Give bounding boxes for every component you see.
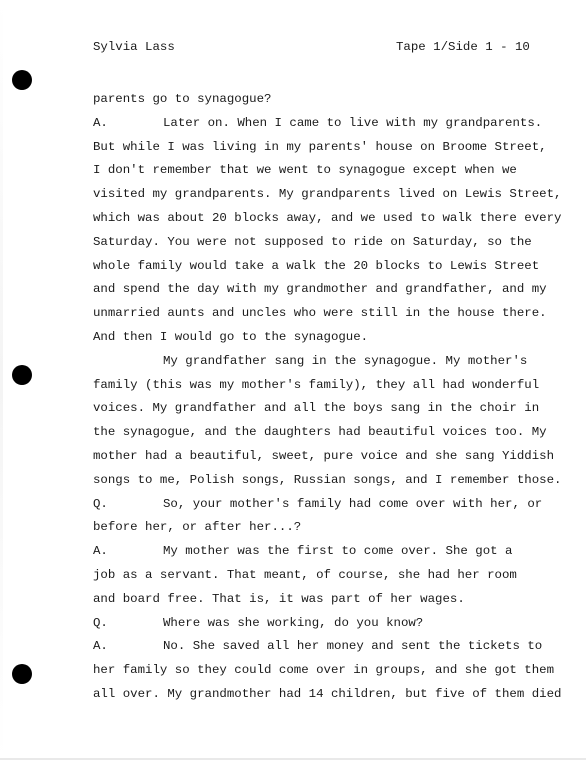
line-text: Later on. When I came to live with my grandparents. <box>163 115 543 130</box>
transcript-line <box>93 421 553 445</box>
transcript-line <box>93 469 562 493</box>
transcript-line <box>93 255 553 279</box>
transcript-line <box>93 516 553 540</box>
line-text: before her, or after her...? <box>93 520 302 535</box>
transcript-line <box>93 278 553 302</box>
line-text: parents go to synagogue? <box>93 92 272 106</box>
speaker-label: Q. <box>93 615 108 630</box>
transcript-body <box>93 88 562 707</box>
transcript-line <box>93 564 553 588</box>
line-text: job as a servant. That meant, of course, she had her room <box>93 567 517 582</box>
line-text: songs to me, Polish songs, Russian songs, and I remember those. <box>93 472 562 487</box>
line-text: mother had a beautiful, sweet, pure voice and she sang Yiddish <box>93 448 555 463</box>
transcript-line <box>93 159 553 183</box>
line-text: her family so they could come over in groups, and she got them <box>93 663 555 678</box>
line-text: the synagogue, and the daughters had beautiful voices too. My <box>93 425 547 440</box>
line-text: all over. My grandmother had 14 children, but five of them died <box>93 686 562 701</box>
line-text: And then I would go to the synagogue. <box>93 329 369 344</box>
line-text: and board free. That is, it was part of her wages. <box>93 591 465 606</box>
line-text: family (this was my mother's family), they all had wonderful <box>93 377 540 392</box>
line-text: But while I was living in my parents' house on Broome Street, <box>93 139 547 154</box>
punch-hole-middle <box>12 365 32 385</box>
line-text: So, your mother's family had come over with her, or <box>163 496 543 511</box>
line-text: visited my grandparents. My grandparents lived on Lewis Street, <box>93 187 562 202</box>
line-text: Saturday. You were not supposed to ride on Saturday, so the <box>93 234 532 249</box>
scan-edge-shadow <box>0 0 3 760</box>
line-text: Where was she working, do you know? <box>163 615 424 630</box>
transcript-line <box>93 374 553 398</box>
transcript-line <box>93 207 562 231</box>
transcript-line <box>93 588 553 612</box>
line-text: whole family would take a walk the 20 blocks to Lewis Street <box>93 258 540 273</box>
line-text: No. She saved all her money and sent the tickets to <box>163 639 543 654</box>
transcript-line <box>93 659 553 683</box>
speaker-label: A. <box>93 639 108 654</box>
punch-hole-bottom <box>12 664 32 684</box>
transcript-line <box>93 302 553 326</box>
line-text: unmarried aunts and uncles who were still in the house there. <box>93 306 547 321</box>
header-interviewee-name: Sylvia Lass <box>93 40 175 54</box>
transcript-line <box>93 540 553 564</box>
transcript-line <box>93 493 553 517</box>
header-tape-page: Tape 1/Side 1 - 10 <box>396 40 530 54</box>
line-text: voices. My grandfather and all the boys sang in the choir in <box>93 401 540 416</box>
transcript-line <box>93 397 553 421</box>
transcript-line <box>93 612 553 636</box>
line-text: which was about 20 blocks away, and we used to walk there every <box>93 210 562 225</box>
transcript-line <box>93 326 553 350</box>
line-text: My grandfather sang in the synagogue. My mother's <box>163 353 528 368</box>
line-text: and spend the day with my grandmother and grandfather, and my <box>93 282 547 297</box>
transcript-line <box>93 136 553 160</box>
punch-hole-top <box>12 70 32 90</box>
transcript-line <box>93 350 553 374</box>
speaker-label: A. <box>93 115 108 130</box>
line-text: My mother was the first to come over. She got a <box>163 544 513 559</box>
transcript-line <box>93 112 553 136</box>
transcript-line <box>93 183 562 207</box>
transcript-line <box>93 88 553 112</box>
transcript-line <box>93 445 553 469</box>
speaker-label: A. <box>93 544 108 559</box>
transcript-line <box>93 635 553 659</box>
line-text: I don't remember that we went to synagogue except when we <box>93 163 517 178</box>
speaker-label: Q. <box>93 496 108 511</box>
transcript-line <box>93 231 553 255</box>
transcript-line <box>93 683 562 707</box>
